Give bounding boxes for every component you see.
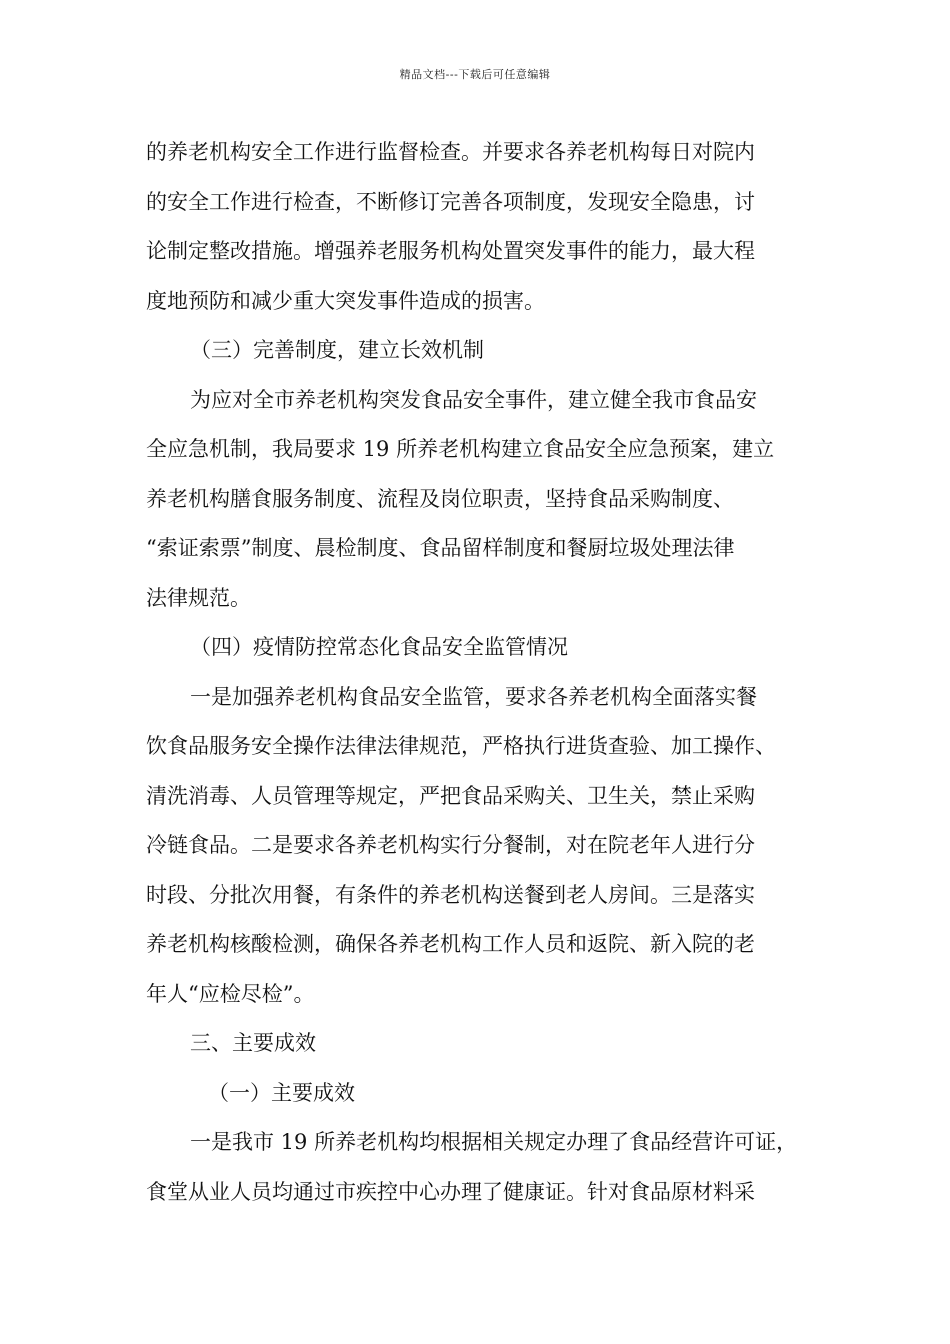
section-heading: （三）完善制度，建立长效机制 bbox=[190, 338, 484, 362]
page-header: 精品文档---下载后可任意编辑 bbox=[399, 68, 551, 81]
text-line: 全应急机制，我局要求 19 所养老机构建立食品安全应急预案，建立 bbox=[146, 437, 775, 461]
text-line: 的养老机构安全工作进行监督检查。并要求各养老机构每日对院内 bbox=[146, 140, 755, 164]
section-heading: 三、主要成效 bbox=[190, 1031, 316, 1055]
text-line: “索证索票”制度、晨检制度、食品留样制度和餐厨垃圾处理法律 bbox=[146, 536, 735, 560]
text-line: 冷链食品。二是要求各养老机构实行分餐制，对在院老年人进行分 bbox=[146, 833, 755, 857]
text-line: 年人“应检尽检”。 bbox=[146, 981, 315, 1006]
text-line: 为应对全市养老机构突发食品安全事件，建立健全我市食品安 bbox=[190, 387, 757, 412]
text-line: 养老机构膳食服务制度、流程及岗位职责，坚持食品采购制度、 bbox=[146, 486, 734, 511]
text-line: 一是我市 19 所养老机构均根据相关规定办理了食品经营许可证， bbox=[190, 1130, 798, 1154]
text-line: 的安全工作进行检查，不断修订完善各项制度，发现安全隐患，讨 bbox=[146, 189, 755, 214]
text-line: 一是加强养老机构食品安全监管，要求各养老机构全面落实餐 bbox=[190, 684, 757, 709]
section-heading: （一）主要成效 bbox=[208, 1080, 355, 1105]
section-heading: （四）疫情防控常态化食品安全监管情况 bbox=[190, 635, 568, 659]
body-text bbox=[146, 128, 816, 1217]
text-line: 清洗消毒、人员管理等规定，严把食品采购关、卫生关，禁止采购 bbox=[146, 783, 755, 808]
text-line: 饮食品服务安全操作法律法律规范，严格执行进货查验、加工操作、 bbox=[146, 734, 776, 758]
text-line: 度地预防和减少重大突发事件造成的损害。 bbox=[146, 288, 545, 313]
text-line: 养老机构核酸检测，确保各养老机构工作人员和返院、新入院的老 bbox=[146, 932, 755, 956]
text-line: 食堂从业人员均通过市疾控中心办理了健康证。针对食品原材料采 bbox=[146, 1179, 755, 1204]
text-line: 时段、分批次用餐，有条件的养老机构送餐到老人房间。三是落实 bbox=[146, 882, 755, 907]
text-line: 法律规范。 bbox=[146, 585, 251, 610]
text-line: 论制定整改措施。增强养老服务机构处置突发事件的能力，最大程 bbox=[146, 239, 755, 263]
